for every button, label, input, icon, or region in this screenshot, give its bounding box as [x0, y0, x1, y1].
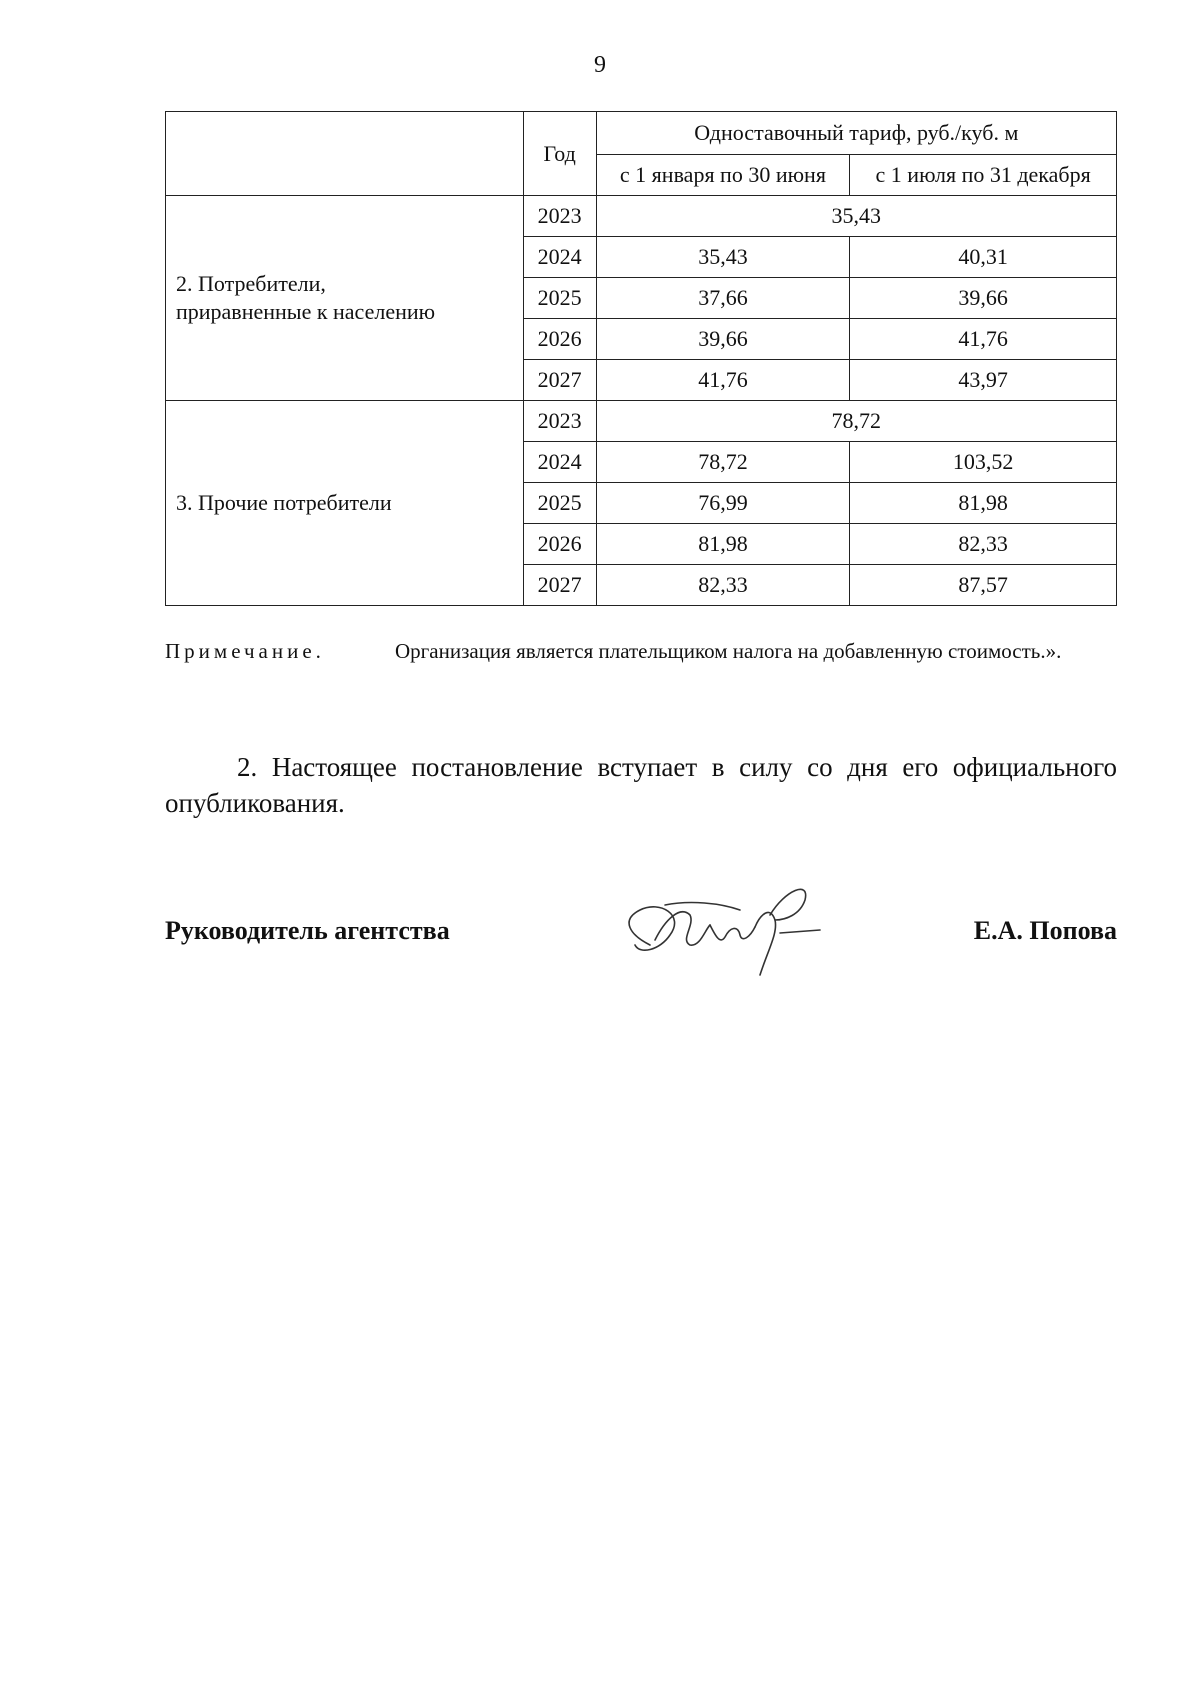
tariff-first-half-cell: 76,99 [596, 483, 850, 524]
year-cell: 2026 [523, 319, 596, 360]
tariff-second-half-cell: 41,76 [850, 319, 1117, 360]
tariff-second-half-cell: 82,33 [850, 524, 1117, 565]
decree-paragraph: 2. Настоящее постановление вступает в силу со дня его официального опубликования. [165, 752, 1117, 818]
year-cell: 2024 [523, 442, 596, 483]
tariff-combined-cell: 35,43 [596, 196, 1116, 237]
tariff-first-half-cell: 35,43 [596, 237, 850, 278]
note-text: Организация является плательщиком налога на добавленную стоимость.». [395, 639, 1062, 663]
page-number: 9 [594, 52, 606, 78]
table-row [166, 196, 1117, 237]
year-cell: 2023 [523, 196, 596, 237]
handwritten-signature [610, 875, 830, 985]
header-tariff: Одноставочный тариф, руб./куб. м [596, 112, 1116, 155]
tariff-second-half-cell: 39,66 [850, 278, 1117, 319]
tariff-second-half-cell: 87,57 [850, 565, 1117, 606]
tariff-second-half-cell: 43,97 [850, 360, 1117, 401]
signature-block [165, 910, 1117, 970]
year-cell: 2025 [523, 278, 596, 319]
signatory-title: Руководитель агентства [165, 916, 450, 945]
tariff-first-half-cell: 37,66 [596, 278, 850, 319]
year-cell: 2027 [523, 360, 596, 401]
year-cell: 2024 [523, 237, 596, 278]
year-cell: 2027 [523, 565, 596, 606]
year-cell: 2026 [523, 524, 596, 565]
tariff-second-half-cell: 81,98 [850, 483, 1117, 524]
tariff-first-half-cell: 82,33 [596, 565, 850, 606]
tariff-combined-cell: 78,72 [596, 401, 1116, 442]
note-label: Примечание. [165, 639, 325, 663]
table-row [166, 401, 1117, 442]
consumer-group: 2. Потребители, приравненные к населению [166, 196, 524, 401]
header-empty-cell [166, 112, 524, 196]
tariff-first-half-cell: 41,76 [596, 360, 850, 401]
signatory-name: Е.А. Попова [973, 916, 1117, 945]
tariff-first-half-cell: 81,98 [596, 524, 850, 565]
tariff-second-half-cell: 40,31 [850, 237, 1117, 278]
tariff-first-half-cell: 78,72 [596, 442, 850, 483]
year-cell: 2025 [523, 483, 596, 524]
tariff-first-half-cell: 39,66 [596, 319, 850, 360]
header-year: Год [523, 112, 596, 196]
header-second-half: с 1 июля по 31 декабря [850, 155, 1117, 196]
header-first-half: с 1 января по 30 июня [596, 155, 850, 196]
tariff-second-half-cell: 103,52 [850, 442, 1117, 483]
year-cell: 2023 [523, 401, 596, 442]
tariff-table [165, 111, 1117, 606]
consumer-group: 3. Прочие потребители [166, 401, 524, 606]
